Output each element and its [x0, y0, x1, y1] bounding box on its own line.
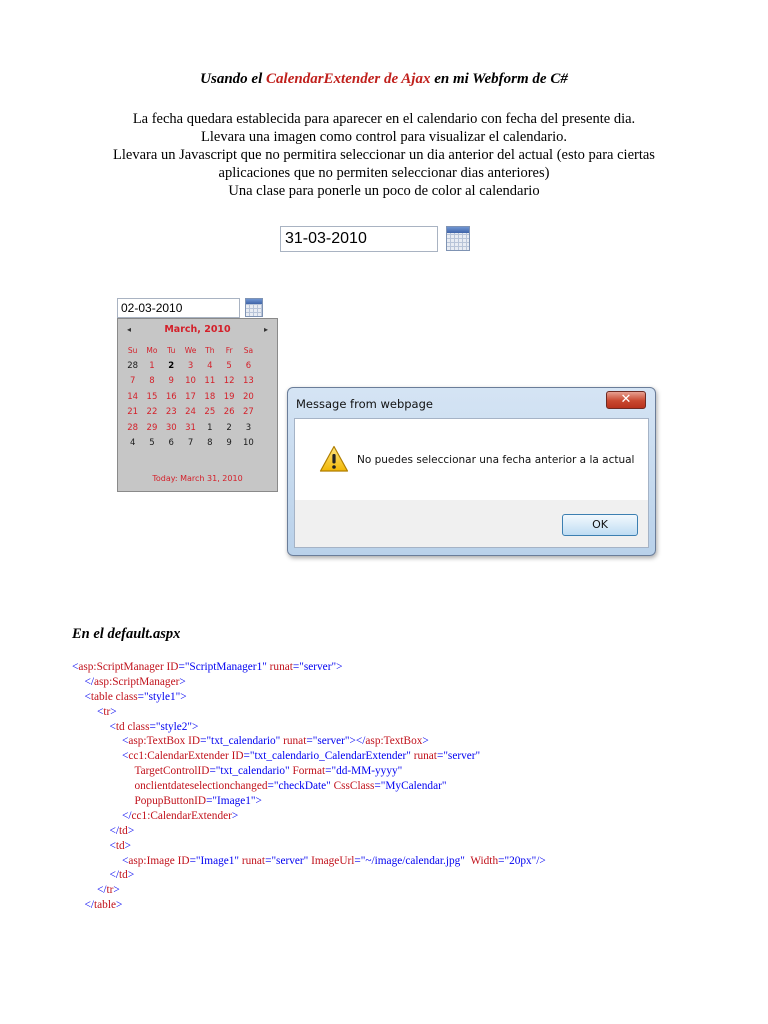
- code-block: [72, 660, 546, 913]
- code-token: ="MyCalendar": [374, 780, 447, 793]
- calendar-day[interactable]: 27: [243, 407, 254, 417]
- code-token: <: [72, 661, 79, 673]
- calendar-day[interactable]: 4: [207, 360, 213, 371]
- calendar-day[interactable]: 9: [226, 438, 232, 448]
- code-token: td: [115, 720, 125, 733]
- code-token: </: [84, 675, 95, 688]
- calendar-day[interactable]: 29: [146, 422, 158, 433]
- code-token: td: [115, 839, 125, 852]
- calendar-day[interactable]: 3: [187, 360, 194, 371]
- calendar-day[interactable]: 6: [168, 438, 174, 448]
- calendar-month-title[interactable]: March, 2010: [164, 324, 231, 335]
- dialog-title: Message from webpage: [296, 397, 433, 411]
- calendar-day[interactable]: 10: [243, 438, 254, 448]
- code-token: table: [94, 899, 116, 912]
- calendar-day[interactable]: 1: [207, 422, 213, 433]
- code-line: [72, 749, 546, 764]
- code-token: table: [90, 690, 113, 703]
- calendar-day-name: Su: [127, 346, 138, 355]
- calendar-day[interactable]: 20: [243, 391, 254, 402]
- code-token: onclientdateselectionchanged: [134, 780, 268, 793]
- code-token: >: [422, 735, 429, 748]
- code-token: >: [231, 809, 239, 822]
- calendar-popup: [117, 318, 278, 492]
- date-input-small[interactable]: 02-03-2010: [117, 298, 240, 318]
- intro-line: Una clase para ponerle un poco de color al calendario: [228, 183, 540, 199]
- dialog-message: No puedes seleccionar una fecha anterior a la actual: [357, 454, 635, 466]
- calendar-week-row: [123, 405, 273, 421]
- code-token: ="txt_calendario_CalendarExtender": [243, 750, 414, 763]
- calendar-icon[interactable]: [245, 298, 263, 317]
- code-token: <: [122, 854, 129, 867]
- calendar-day[interactable]: 1: [149, 360, 155, 371]
- next-month-arrow-icon[interactable]: ▸: [264, 325, 269, 334]
- calendar-today-link[interactable]: Today: March 31, 2010: [152, 474, 243, 483]
- section-heading: En el default.aspx: [72, 626, 181, 642]
- code-token: <: [97, 705, 104, 718]
- ok-button[interactable]: OK: [562, 514, 638, 536]
- code-line: [72, 660, 546, 675]
- code-line: [72, 883, 546, 898]
- code-token: ID: [231, 750, 244, 763]
- code-line: [72, 690, 546, 705]
- calendar-day[interactable]: 12: [223, 376, 235, 386]
- calendar-day[interactable]: 3: [245, 422, 252, 433]
- code-token: td: [119, 869, 128, 882]
- calendar-day[interactable]: 5: [149, 438, 155, 448]
- intro-line: Llevara un Javascript que no permitira seleccionar un dia anterior del actual (esto para ciertas: [113, 147, 655, 163]
- calendar-weeks: [123, 359, 273, 452]
- calendar-day[interactable]: 31: [185, 422, 196, 433]
- calendar-day[interactable]: 8: [149, 376, 155, 386]
- calendar-day[interactable]: 2: [226, 422, 232, 433]
- calendar-day-name: Sa: [243, 346, 254, 355]
- code-token: ="20px"/>: [498, 854, 546, 867]
- code-token: </: [109, 824, 120, 837]
- calendar-day[interactable]: 13: [243, 376, 254, 386]
- code-line: [72, 734, 546, 749]
- code-token: tr: [106, 884, 114, 897]
- code-token: Format: [292, 765, 326, 778]
- calendar-day[interactable]: 7: [129, 376, 136, 386]
- dialog-footer: [294, 500, 649, 548]
- code-line: [72, 794, 546, 809]
- code-token: ="dd-MM-yyyy": [325, 765, 403, 778]
- calendar-day[interactable]: 25: [204, 407, 216, 417]
- code-token: >: [110, 705, 117, 718]
- code-token: ="txt_calendario": [200, 735, 284, 748]
- calendar-grid: [123, 343, 273, 452]
- code-token: </: [84, 899, 95, 912]
- code-line: [72, 898, 546, 913]
- code-token: td: [119, 824, 128, 837]
- calendar-day[interactable]: 26: [223, 407, 235, 417]
- calendar-day-names: [123, 343, 273, 359]
- code-token: ="ScriptManager1": [178, 661, 270, 673]
- code-token: ="server": [436, 750, 481, 763]
- calendar-day[interactable]: 17: [185, 391, 196, 402]
- code-line: [72, 809, 546, 824]
- calendar-day[interactable]: 11: [204, 376, 216, 386]
- calendar-day[interactable]: 30: [165, 422, 177, 433]
- code-token: ID: [166, 661, 179, 673]
- calendar-week-row: [123, 390, 273, 406]
- date-input-large[interactable]: 31-03-2010: [280, 226, 438, 252]
- intro-text: [80, 110, 688, 200]
- calendar-day[interactable]: 5: [226, 360, 232, 371]
- code-token: </: [109, 869, 120, 882]
- calendar-day-name: We: [184, 346, 197, 355]
- code-token: asp:Image: [128, 854, 175, 867]
- calendar-day[interactable]: 19: [223, 391, 235, 402]
- calendar-day[interactable]: 8: [207, 438, 213, 448]
- calendar-day-name: Fr: [225, 346, 233, 355]
- intro-line: Llevara una imagen como control para visualizar el calendario.: [201, 129, 567, 145]
- code-token: TargetControlID: [134, 765, 210, 778]
- close-icon[interactable]: ✕: [606, 391, 646, 409]
- code-token: runat: [241, 854, 266, 867]
- calendar-day[interactable]: 7: [187, 438, 194, 448]
- code-token: ="txt_calendario": [209, 765, 293, 778]
- calendar-week-row: [123, 421, 273, 437]
- calendar-day-name: Mo: [146, 346, 158, 355]
- code-token: <: [109, 720, 116, 733]
- code-token: >: [115, 899, 123, 912]
- code-token: runat: [269, 661, 293, 673]
- code-token: ="style2">: [149, 720, 199, 733]
- code-token: asp:ScriptManager: [94, 675, 180, 688]
- code-token: runat: [283, 735, 307, 748]
- code-token: <: [84, 690, 91, 703]
- calendar-day[interactable]: 28: [127, 422, 139, 433]
- code-token: ="server">: [292, 661, 343, 673]
- code-line: [72, 705, 546, 720]
- code-token: ="Image1": [189, 854, 242, 867]
- code-token: <: [109, 839, 116, 852]
- code-token: ="checkDate": [267, 780, 334, 793]
- code-line: [72, 854, 546, 869]
- code-line: [72, 764, 546, 779]
- code-token: ="~/image/calendar.jpg": [354, 854, 471, 867]
- code-line: [72, 720, 546, 735]
- title-part2: en mi Webform de C#: [430, 71, 568, 87]
- code-token: ="Image1">: [206, 795, 262, 808]
- code-token: cc1:CalendarExtender: [131, 809, 232, 822]
- calendar-day[interactable]: 22: [146, 407, 158, 417]
- calendar-day[interactable]: 16: [165, 391, 177, 402]
- code-token: <: [122, 735, 129, 748]
- page-title: [0, 71, 768, 88]
- code-token: </: [122, 809, 132, 822]
- dialog-body: [294, 418, 649, 500]
- calendar-day[interactable]: 23: [165, 407, 177, 417]
- code-token: ImageUrl: [311, 854, 355, 867]
- code-token: runat: [413, 750, 437, 763]
- code-token: >: [127, 869, 135, 882]
- calendar-icon[interactable]: [446, 226, 470, 251]
- code-token: asp:ScriptManager: [78, 661, 164, 673]
- code-line: [72, 839, 546, 854]
- message-dialog: [287, 387, 656, 556]
- code-token: asp:TextBox: [365, 735, 423, 748]
- calendar-week-row: [123, 374, 273, 390]
- code-line: [72, 824, 546, 839]
- code-token: ="server": [265, 854, 312, 867]
- code-token: >: [124, 839, 132, 852]
- prev-month-arrow-icon[interactable]: ◂: [127, 325, 132, 334]
- calendar-day[interactable]: 4: [129, 438, 136, 448]
- title-highlight: CalendarExtender de Ajax: [266, 71, 431, 87]
- calendar-day[interactable]: 21: [127, 407, 139, 417]
- calendar-day[interactable]: 2: [168, 360, 175, 371]
- code-token: ID: [177, 854, 190, 867]
- code-token: ="server"></: [306, 735, 366, 748]
- code-token: >: [113, 884, 120, 897]
- calendar-day[interactable]: 10: [185, 376, 196, 386]
- code-line: [72, 675, 546, 690]
- calendar-day-name: Tu: [167, 346, 176, 355]
- code-token: cc1:CalendarExtender: [128, 750, 229, 763]
- calendar-day[interactable]: 14: [127, 391, 139, 402]
- code-token: Width: [470, 854, 499, 867]
- calendar-day[interactable]: 28: [127, 360, 139, 371]
- code-token: <: [122, 750, 129, 763]
- calendar-day[interactable]: 9: [168, 376, 174, 386]
- code-token: >: [179, 675, 186, 688]
- calendar-day-name: Th: [205, 346, 215, 355]
- calendar-day[interactable]: 24: [185, 407, 196, 417]
- code-token: >: [127, 824, 135, 837]
- code-token: CssClass: [333, 780, 375, 793]
- calendar-week-row: [123, 436, 273, 452]
- code-token: class: [127, 720, 150, 733]
- intro-line: La fecha quedara establecida para aparecer en el calendario con fecha del presente dia.: [132, 111, 636, 127]
- calendar-header: [118, 323, 277, 337]
- warning-icon: [319, 445, 349, 473]
- code-token: ="style1">: [137, 690, 187, 703]
- calendar-day[interactable]: 15: [146, 391, 158, 402]
- code-token: asp:TextBox: [128, 735, 186, 748]
- code-token: class: [115, 690, 138, 703]
- code-token: PopupButtonID: [134, 795, 207, 808]
- code-token: </: [97, 884, 107, 897]
- code-token: tr: [103, 705, 111, 718]
- calendar-week-row: [123, 359, 273, 375]
- intro-line: aplicaciones que no permiten seleccionar dias anteriores): [218, 165, 550, 181]
- code-line: [72, 868, 546, 883]
- calendar-day[interactable]: 18: [204, 391, 216, 402]
- calendar-day[interactable]: 6: [245, 360, 252, 371]
- title-part1: Usando el: [200, 71, 267, 87]
- code-line: [72, 779, 546, 794]
- code-token: ID: [188, 735, 201, 748]
